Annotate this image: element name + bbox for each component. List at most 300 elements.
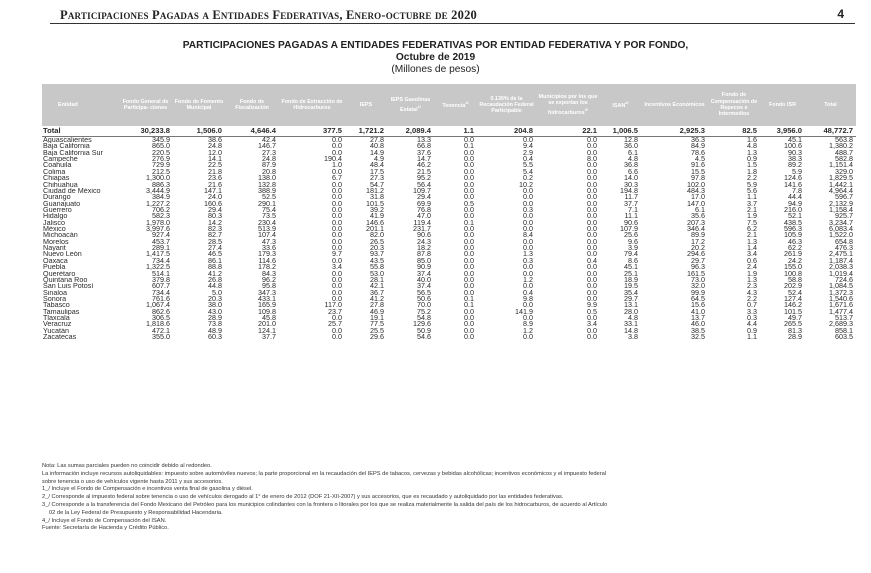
value-cell: 78.6: [691, 149, 705, 157]
value-cell: 1.6: [747, 136, 757, 144]
value-cell: 345.9: [152, 136, 170, 144]
value-cell: 706.2: [152, 206, 170, 214]
value-cell: 41.2: [370, 295, 384, 303]
value-cell: 28.9: [788, 334, 802, 341]
value-cell: 114.6: [258, 257, 276, 265]
value-cell: 48.4: [370, 162, 384, 169]
value-cell: 3.7: [747, 200, 757, 207]
value-cell: 0.0: [464, 251, 474, 258]
value-cell: 17.2: [691, 238, 705, 246]
value-cell: 101.5: [784, 308, 802, 316]
value-cell: 0.0: [523, 226, 533, 233]
value-cell: 50.6: [417, 295, 431, 303]
value-cell: 17.0: [691, 194, 705, 201]
value-cell: 20.2: [691, 245, 705, 252]
value-cell: 488.7: [835, 149, 853, 157]
value-cell: 4,646.4: [225, 126, 279, 137]
value-cell: 0.0: [332, 238, 342, 246]
value-cell: 0.6: [747, 257, 757, 265]
value-cell: 3.3: [747, 308, 757, 316]
value-cell: 31.8: [370, 194, 384, 201]
value-cell: 0.0: [332, 181, 342, 188]
value-cell: 29.4: [208, 206, 222, 214]
value-cell: 124.1: [258, 327, 276, 335]
value-cell: 73.8: [208, 321, 222, 328]
value-cell: 1,322.5: [146, 264, 170, 271]
value-cell: 0.0: [587, 238, 597, 246]
value-cell: 37.4: [417, 283, 431, 290]
value-cell: 28.5: [208, 238, 222, 246]
value-cell: 49.7: [788, 315, 802, 322]
entity-name-cell: Nayarit: [43, 245, 66, 252]
column-header: [345, 84, 387, 126]
column-header-label: IEPS: [359, 101, 373, 108]
value-cell: 0.0: [587, 213, 597, 220]
value-cell: 14.8: [624, 327, 638, 335]
value-cell: 23.7: [328, 308, 342, 316]
value-cell: 4.8: [628, 156, 638, 163]
column-header-label: Municipios por los que se exportan los hidrocarburos: [538, 94, 598, 116]
value-cell: 146.6: [366, 219, 384, 227]
value-cell: 37.4: [417, 270, 431, 277]
value-cell: 0.0: [523, 136, 533, 144]
value-cell: 4.9: [374, 156, 384, 163]
column-header-label: Entidad: [58, 101, 78, 108]
value-cell: 147.0: [687, 200, 705, 207]
footnote: La información incluye recursos autoliquidables: impuesto sobre automóviles nuevos; la parte proporcional en la recaudación del IEPS de tabacos, cervezas y bebidas alcohólicas; incentivos económicos y el impuesto federal: [42, 470, 607, 477]
value-cell: 1,818.6: [146, 321, 170, 328]
value-cell: 0.1: [464, 143, 474, 150]
value-cell: 194.8: [620, 187, 638, 195]
table-title-line1: PARTICIPACIONES PAGADAS A ENTIDADES FEDERATIVAS POR ENTIDAD FEDERATIVA Y POR FONDO,: [182, 40, 689, 51]
value-cell: 13.7: [691, 315, 705, 322]
value-cell: 52.4: [788, 289, 802, 296]
value-cell: 0.0: [523, 194, 533, 201]
value-cell: 0.0: [464, 321, 474, 328]
value-cell: 0.0: [464, 315, 474, 322]
value-cell: 0.2: [523, 175, 533, 182]
value-cell: 36.8: [624, 162, 638, 169]
table-row: [42, 334, 856, 340]
value-cell: 0.0: [332, 327, 342, 335]
value-cell: 97.8: [691, 175, 705, 182]
value-cell: 3,997.6: [146, 226, 170, 233]
value-cell: 20.8: [262, 168, 276, 176]
value-cell: 99.9: [691, 289, 705, 296]
value-cell: 0.0: [464, 264, 474, 271]
value-cell: 3.4: [587, 321, 597, 328]
value-cell: 94.9: [788, 200, 802, 207]
value-cell: 141.9: [515, 308, 533, 316]
value-cell: 0.0: [587, 175, 597, 182]
value-cell: 12.8: [624, 136, 638, 144]
value-cell: 28.1: [370, 276, 384, 284]
value-cell: 0.0: [464, 245, 474, 252]
value-cell: 0.0: [587, 270, 597, 277]
value-cell: 276.9: [152, 156, 170, 163]
value-cell: 1,084.5: [829, 283, 853, 290]
value-cell: 62.2: [788, 245, 802, 252]
value-cell: 25.7: [328, 321, 342, 328]
entity-name-cell: Coahuila: [43, 162, 72, 169]
value-cell: 1.1: [747, 194, 757, 201]
value-cell: 7.1: [628, 206, 638, 214]
value-cell: 433.1: [258, 295, 276, 303]
value-cell: 1,019.4: [829, 270, 853, 277]
value-cell: 1.5: [747, 162, 757, 169]
value-cell: 230.4: [258, 219, 276, 227]
value-cell: 69.9: [417, 200, 431, 207]
value-cell: 107.4: [258, 232, 276, 239]
value-cell: 42.4: [262, 136, 276, 144]
column-header: [805, 84, 856, 126]
value-cell: 1,151.4: [829, 162, 853, 169]
entity-name-cell: Michoacán: [43, 232, 78, 239]
value-cell: 0.0: [332, 200, 342, 207]
page-number: 4: [837, 7, 844, 21]
value-cell: 0.0: [464, 308, 474, 316]
value-cell: 5.4: [523, 168, 533, 176]
entity-name-cell: Ciudad de México: [43, 187, 101, 195]
footnote: 4_/ Incluye el Fondo de Compensación del ISAN.: [42, 517, 167, 524]
value-cell: 40.0: [417, 276, 431, 284]
value-cell: 0.0: [587, 136, 597, 144]
value-cell: 0.0: [587, 315, 597, 322]
table-title-period: Octubre de 2019: [395, 52, 476, 63]
value-cell: 0.0: [332, 283, 342, 290]
value-cell: 0.7: [747, 302, 757, 309]
value-cell: 1,158.4: [829, 206, 853, 214]
value-cell: 0.3: [523, 257, 533, 265]
value-cell: 0.0: [332, 219, 342, 227]
value-cell: 84.9: [691, 143, 705, 150]
value-cell: 563.8: [835, 136, 853, 144]
value-cell: 438.5: [784, 219, 802, 227]
value-cell: 48.9: [208, 327, 222, 335]
value-cell: 484.3: [687, 187, 705, 195]
value-cell: 925.7: [835, 213, 853, 220]
column-header: [173, 84, 225, 126]
value-cell: 36.7: [370, 289, 384, 296]
value-cell: 30.3: [624, 181, 638, 188]
column-header: [387, 84, 434, 126]
entity-name-cell: Tlaxcala: [43, 315, 70, 322]
value-cell: 0.0: [332, 143, 342, 150]
value-cell: 0.0: [332, 334, 342, 341]
entity-name-cell: San Luis Potosí: [43, 283, 94, 290]
value-cell: 306.5: [152, 315, 170, 322]
value-cell: 0.0: [464, 206, 474, 214]
value-cell: 90.9: [417, 264, 431, 271]
value-cell: 1,417.5: [146, 251, 170, 258]
value-cell: 2,475.1: [829, 251, 853, 258]
value-cell: 0.0: [464, 226, 474, 233]
value-cell: 2,038.3: [829, 264, 853, 271]
value-cell: 0.0: [587, 327, 597, 335]
value-cell: 26.8: [208, 276, 222, 284]
value-cell: 90.6: [624, 219, 638, 227]
value-cell: 0.0: [464, 289, 474, 296]
value-cell: 117.0: [324, 302, 342, 309]
value-cell: 40.8: [370, 143, 384, 150]
value-cell: 32.0: [691, 283, 705, 290]
value-cell: 607.7: [152, 283, 170, 290]
participaciones-table: [42, 84, 856, 341]
value-cell: 0.0: [587, 245, 597, 252]
value-cell: 5.5: [523, 162, 533, 169]
value-cell: 204.8: [477, 126, 536, 137]
value-cell: 472.1: [152, 327, 170, 335]
value-cell: 0.0: [523, 315, 533, 322]
value-cell: 0.0: [464, 283, 474, 290]
value-cell: 0.0: [464, 270, 474, 277]
entity-name-cell: Guerrero: [43, 206, 72, 214]
value-cell: 1.1: [747, 334, 757, 341]
value-cell: 0.0: [464, 238, 474, 246]
value-cell: 19.1: [370, 315, 384, 322]
value-cell: 0.0: [332, 226, 342, 233]
value-cell: 179.3: [258, 251, 276, 258]
value-cell: 25.6: [624, 232, 638, 239]
value-cell: 138.0: [258, 175, 276, 182]
value-cell: 73.0: [691, 276, 705, 284]
value-cell: 1.9: [747, 213, 757, 220]
value-cell: 100.6: [784, 143, 802, 150]
value-cell: 17.5: [370, 168, 384, 176]
column-header-label: Fondo General de Participa- ciones: [122, 98, 169, 111]
value-cell: 18.9: [624, 276, 638, 284]
value-cell: 46.2: [417, 162, 431, 169]
value-cell: 734.4: [152, 289, 170, 296]
value-cell: 24.8: [262, 156, 276, 163]
value-cell: 201.1: [366, 226, 384, 233]
value-cell: 35.6: [691, 213, 705, 220]
entity-name-cell: Guanajuato: [43, 200, 81, 207]
value-cell: 582.3: [152, 213, 170, 220]
value-cell: 0.0: [464, 327, 474, 335]
value-cell: 1,006.5: [600, 126, 641, 137]
value-cell: 0.0: [332, 270, 342, 277]
value-cell: 0.5: [464, 200, 474, 207]
entity-name-cell: Hidalgo: [43, 213, 68, 220]
value-cell: 0.0: [332, 136, 342, 144]
table-row: [42, 137, 856, 144]
value-cell: 75.2: [417, 308, 431, 316]
value-cell: 27.8: [370, 136, 384, 144]
value-cell: 2.1: [747, 206, 757, 214]
value-cell: 93.7: [370, 251, 384, 258]
value-cell: 761.6: [152, 295, 170, 303]
value-cell: 384.9: [152, 194, 170, 201]
value-cell: 514.1: [152, 270, 170, 277]
value-cell: 1,187.4: [829, 257, 853, 265]
value-cell: 0.0: [464, 181, 474, 188]
value-cell: 0.0: [587, 162, 597, 169]
table-title: [0, 40, 871, 76]
entity-name-cell: Yucatán: [43, 327, 69, 335]
value-cell: 346.4: [687, 226, 705, 233]
running-header: [50, 6, 850, 22]
value-cell: 52.5: [262, 194, 276, 201]
value-cell: 1.3: [747, 149, 757, 157]
value-cell: 38.6: [208, 136, 222, 144]
value-cell: 201.0: [258, 321, 276, 328]
value-cell: 75.4: [262, 206, 276, 214]
value-cell: 30,233.8: [118, 126, 173, 137]
value-cell: 27.4: [208, 245, 222, 252]
column-header: [641, 84, 708, 126]
value-cell: 36.0: [624, 143, 638, 150]
value-cell: 1,380.2: [829, 143, 853, 150]
value-cell: 161.5: [687, 270, 705, 277]
entity-name-cell: Veracruz: [43, 321, 72, 328]
value-cell: 107.9: [620, 226, 638, 233]
value-cell: 5.9: [747, 181, 757, 188]
value-cell: 28.0: [624, 308, 638, 316]
value-cell: 24.2: [788, 257, 802, 265]
value-cell: 46.3: [788, 238, 802, 246]
value-cell: 0.0: [523, 238, 533, 246]
entity-name-cell: Tabasco: [43, 302, 70, 309]
value-cell: 60.3: [208, 334, 222, 341]
value-cell: 80.3: [208, 213, 222, 220]
value-cell: 14.1: [208, 156, 222, 163]
value-cell: 42.1: [370, 283, 384, 290]
value-cell: 127.4: [784, 295, 802, 303]
value-cell: 7.5: [747, 219, 757, 227]
value-cell: 729.9: [152, 162, 170, 169]
entity-name-cell: Durango: [43, 194, 71, 201]
value-cell: 0.3: [747, 315, 757, 322]
value-cell: 90.6: [417, 232, 431, 239]
value-cell: 0.0: [332, 295, 342, 303]
value-cell: 6.7: [332, 175, 342, 182]
entity-name-cell: Sinaloa: [43, 289, 67, 296]
value-cell: 5.0: [212, 289, 222, 296]
value-cell: 8.0: [587, 156, 597, 163]
value-cell: 14.2: [208, 219, 222, 227]
value-cell: 0.0: [332, 187, 342, 195]
value-cell: 1.3: [747, 238, 757, 246]
value-cell: 0.9: [747, 327, 757, 335]
value-cell: 35.4: [624, 289, 638, 296]
value-cell: 146.7: [258, 143, 276, 150]
value-cell: 181.2: [366, 187, 384, 195]
value-cell: 1,540.6: [829, 295, 853, 303]
column-header: [434, 84, 477, 126]
value-cell: 29.7: [691, 257, 705, 265]
value-cell: 96.3: [691, 264, 705, 271]
value-cell: 0.0: [464, 136, 474, 144]
value-cell: 0.0: [587, 168, 597, 176]
value-cell: 1,372.3: [829, 289, 853, 296]
value-cell: 596.7: [835, 194, 853, 201]
value-cell: 1,477.4: [829, 308, 853, 316]
column-header-label: Tenencia: [442, 103, 466, 110]
value-cell: 50.9: [417, 327, 431, 335]
value-cell: 0.0: [464, 257, 474, 265]
value-cell: 927.4: [152, 232, 170, 239]
value-cell: 109.8: [258, 308, 276, 316]
value-cell: 0.3: [523, 206, 533, 214]
column-header: [536, 84, 600, 126]
value-cell: 19.5: [624, 283, 638, 290]
value-cell: 13.1: [624, 302, 638, 309]
value-cell: 0.0: [587, 295, 597, 303]
value-cell: 21.8: [208, 168, 222, 176]
value-cell: 886.3: [152, 181, 170, 188]
value-cell: 23.6: [208, 175, 222, 182]
value-cell: 2,689.3: [829, 321, 853, 328]
value-cell: 603.5: [835, 334, 853, 341]
value-cell: 29.6: [370, 334, 384, 341]
value-cell: 85.0: [417, 257, 431, 265]
value-cell: 1,829.5: [829, 175, 853, 182]
value-cell: 1.0: [332, 162, 342, 169]
value-cell: 0.4: [523, 289, 533, 296]
running-header-title: Participaciones Pagadas a Entidades Federativas, Enero-octubre de 2020: [60, 8, 477, 22]
value-cell: 347.3: [258, 289, 276, 296]
value-cell: 88.8: [208, 264, 222, 271]
footnote: Fuente: Secretaría de Hacienda y Crédito Público.: [42, 525, 169, 532]
value-cell: 2.9: [523, 149, 533, 157]
total-row: [42, 126, 856, 137]
value-cell: 21.5: [417, 168, 431, 176]
value-cell: 33.6: [262, 245, 276, 252]
value-cell: 46.0: [691, 321, 705, 328]
value-cell: 0.0: [523, 187, 533, 195]
value-cell: 190.4: [324, 156, 342, 163]
entity-name-cell: Campeche: [43, 156, 78, 163]
value-cell: 0.0: [587, 219, 597, 227]
value-cell: 3,234.7: [829, 219, 853, 227]
value-cell: 73.5: [262, 213, 276, 220]
value-cell: 0.1: [464, 219, 474, 227]
value-cell: 1.8: [747, 168, 757, 176]
value-cell: 89.9: [691, 232, 705, 239]
column-header: [118, 84, 173, 126]
value-cell: 84.3: [262, 270, 276, 277]
value-cell: 46.9: [370, 308, 384, 316]
value-cell: 582.8: [835, 156, 853, 163]
value-cell: 100.8: [784, 270, 802, 277]
value-cell: 5.6: [747, 187, 757, 195]
entity-name-cell: Aguascalientes: [43, 136, 92, 144]
value-cell: 54.8: [417, 315, 431, 322]
value-cell: 129.6: [413, 321, 431, 328]
value-cell: 6.2: [747, 226, 757, 233]
value-cell: 101.5: [366, 200, 384, 207]
value-cell: 289.1: [152, 245, 170, 252]
value-cell: 0.0: [332, 206, 342, 214]
value-cell: 76.8: [417, 206, 431, 214]
value-cell: 47.3: [262, 238, 276, 246]
value-cell: 0.1: [464, 302, 474, 309]
value-cell: 265.5: [784, 321, 802, 328]
value-cell: 79.4: [624, 251, 638, 258]
value-cell: 0.0: [523, 245, 533, 252]
value-cell: 46.5: [208, 251, 222, 258]
column-header-label: Total: [824, 101, 837, 108]
value-cell: 91.6: [691, 162, 705, 169]
table-body: [42, 126, 856, 341]
value-cell: 1.9: [747, 270, 757, 277]
value-cell: 54.6: [417, 334, 431, 341]
value-cell: 15.5: [691, 168, 705, 176]
value-cell: 70.0: [417, 302, 431, 309]
value-cell: 0.0: [464, 168, 474, 176]
footnotes: [42, 463, 857, 533]
